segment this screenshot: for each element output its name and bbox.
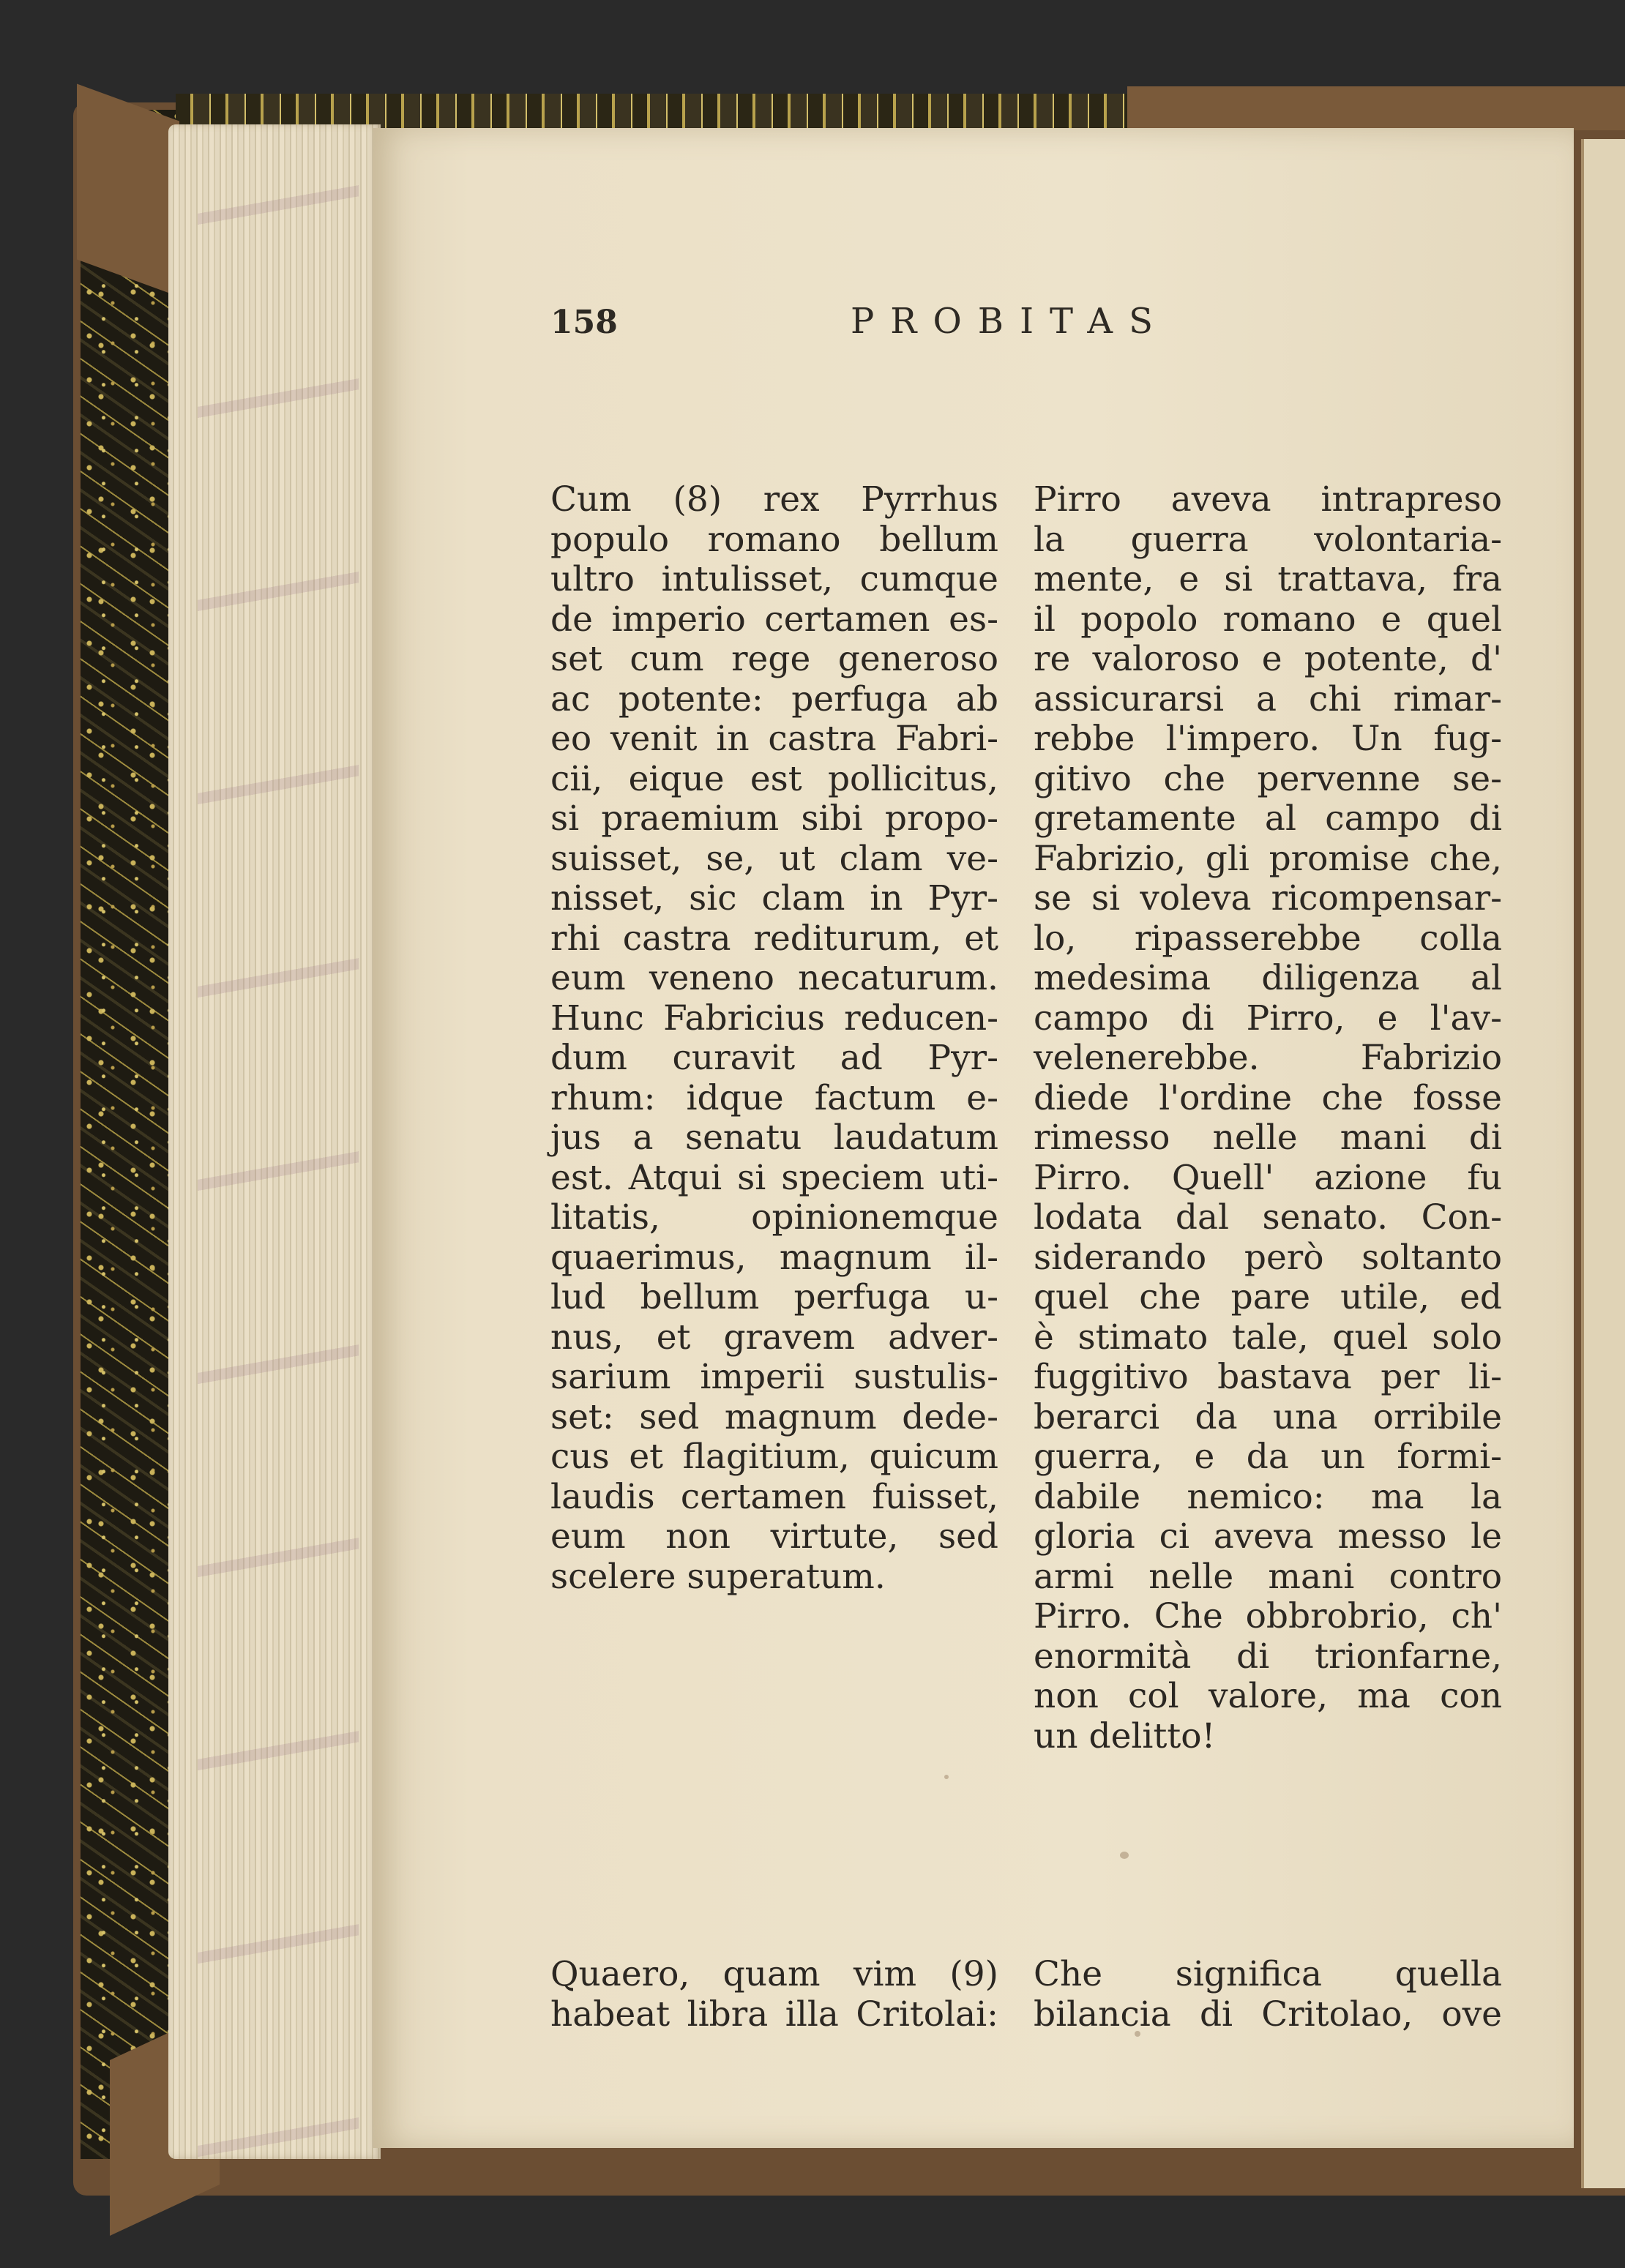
text-line: jus a senatu laudatum bbox=[550, 1118, 998, 1158]
foxing-spot bbox=[1120, 1852, 1129, 1859]
text-line: campo di Pirro, e l'av- bbox=[1034, 998, 1502, 1038]
text-line: ac potente: perfuga ab bbox=[550, 678, 998, 719]
text-line: litatis, opinionemque bbox=[550, 1197, 998, 1238]
italian-text-column bbox=[1034, 480, 1502, 1756]
text-line: populo romano bellum bbox=[550, 519, 998, 560]
text-line: la guerra volontaria- bbox=[1034, 519, 1502, 560]
text-line: Pirro. Che obbrobrio, ch' bbox=[1034, 1596, 1502, 1636]
text-line: eum veneno necaturum. bbox=[550, 958, 998, 998]
text-line: laudis certamen fuisset, bbox=[550, 1476, 998, 1517]
text-line: set: sed magnum dede- bbox=[550, 1396, 998, 1437]
page-header bbox=[550, 301, 1502, 355]
text-line: Pirro aveva intrapreso bbox=[1034, 479, 1502, 520]
text-line: habeat libra illa Critolai: bbox=[550, 1994, 998, 2035]
foxing-spot bbox=[944, 1775, 949, 1779]
text-line: rhum: idque factum e- bbox=[550, 1077, 998, 1118]
text-line: cus et flagitium, quicum bbox=[550, 1437, 998, 1477]
latin-text-column bbox=[550, 480, 998, 1597]
text-line: diede l'ordine che fosse bbox=[1034, 1077, 1502, 1118]
text-line: dum curavit ad Pyr- bbox=[550, 1038, 998, 1078]
latin-text-column-continued bbox=[550, 1955, 998, 2035]
text-line: de imperio certamen es- bbox=[550, 599, 998, 640]
text-line: siderando però soltanto bbox=[1034, 1237, 1502, 1278]
text-line: nus, et gravem adver- bbox=[550, 1317, 998, 1358]
text-line: eo venit in castra Fabri- bbox=[550, 719, 998, 759]
text-line: è stimato tale, quel solo bbox=[1034, 1317, 1502, 1358]
text-line: guerra, e da un formi- bbox=[1034, 1437, 1502, 1477]
text-line: il popolo romano e quel bbox=[1034, 599, 1502, 640]
text-line: non col valore, ma con bbox=[1034, 1676, 1502, 1716]
text-line: sarium imperii sustulis- bbox=[550, 1357, 998, 1397]
text-line: re valoroso e potente, d' bbox=[1034, 639, 1502, 679]
text-line: rhi castra rediturum, et bbox=[550, 918, 998, 959]
text-line: dabile nemico: ma la bbox=[1034, 1476, 1502, 1517]
page-stack-stain bbox=[198, 124, 359, 2159]
text-line: berarci da una orribile bbox=[1034, 1396, 1502, 1437]
text-line: scelere superatum. bbox=[550, 1556, 886, 1597]
text-line: rimesso nelle mani di bbox=[1034, 1118, 1502, 1158]
text-line: armi nelle mani contro bbox=[1034, 1556, 1502, 1597]
text-line: set cum rege generoso bbox=[550, 639, 998, 679]
text-line: medesima diligenza al bbox=[1034, 958, 1502, 998]
text-line: se si voleva ricompensar- bbox=[1034, 878, 1502, 918]
text-line: lodata dal senato. Con- bbox=[1034, 1197, 1502, 1238]
text-line: si praemium sibi propo- bbox=[550, 798, 998, 839]
text-line: assicurarsi a chi rimar- bbox=[1034, 678, 1502, 719]
text-line: nisset, sic clam in Pyr- bbox=[550, 878, 998, 918]
text-line: bilancia di Critolao, ove bbox=[1034, 1994, 1502, 2035]
text-line: cii, eique est pollicitus, bbox=[550, 758, 998, 799]
leather-top-edge bbox=[1127, 86, 1625, 130]
text-line: eum non virtute, sed bbox=[550, 1516, 998, 1557]
text-line: gretamente al campo di bbox=[1034, 798, 1502, 839]
running-title: PROBITAS bbox=[851, 301, 1169, 342]
text-line: Hunc Fabricius reducen- bbox=[550, 998, 998, 1038]
text-line: quel che pare utile, ed bbox=[1034, 1277, 1502, 1317]
text-line: enormità di trionfarne, bbox=[1034, 1636, 1502, 1677]
text-line: rebbe l'impero. Un fug- bbox=[1034, 719, 1502, 759]
text-line: Pirro. Quell' azione fu bbox=[1034, 1157, 1502, 1198]
facing-page-edge bbox=[1581, 139, 1625, 2188]
text-line: Che significa quella bbox=[1034, 1954, 1502, 1994]
text-line: ultro intulisset, cumque bbox=[550, 559, 998, 599]
text-line: lo, ripasserebbe colla bbox=[1034, 918, 1502, 959]
page-number: 158 bbox=[550, 304, 618, 341]
text-line: fuggitivo bastava per li- bbox=[1034, 1357, 1502, 1397]
text-line: un delitto! bbox=[1034, 1715, 1216, 1756]
text-line: Fabrizio, gli promise che, bbox=[1034, 838, 1502, 879]
text-line: Cum (8) rex Pyrrhus bbox=[550, 479, 998, 520]
text-line: Quaero, quam vim (9) bbox=[550, 1954, 998, 1994]
text-line: gitivo che pervenne se- bbox=[1034, 758, 1502, 799]
text-line: lud bellum perfuga u- bbox=[550, 1277, 998, 1317]
text-line: gloria ci aveva messo le bbox=[1034, 1516, 1502, 1557]
text-line: velenerebbe. Fabrizio bbox=[1034, 1038, 1502, 1078]
leather-corner-top bbox=[77, 84, 179, 297]
text-line: est. Atqui si speciem uti- bbox=[550, 1157, 998, 1198]
text-line: quaerimus, magnum il- bbox=[550, 1237, 998, 1278]
text-line: mente, e si trattava, fra bbox=[1034, 559, 1502, 599]
text-line: suisset, se, ut clam ve- bbox=[550, 838, 998, 879]
italian-text-column-continued bbox=[1034, 1955, 1502, 2035]
